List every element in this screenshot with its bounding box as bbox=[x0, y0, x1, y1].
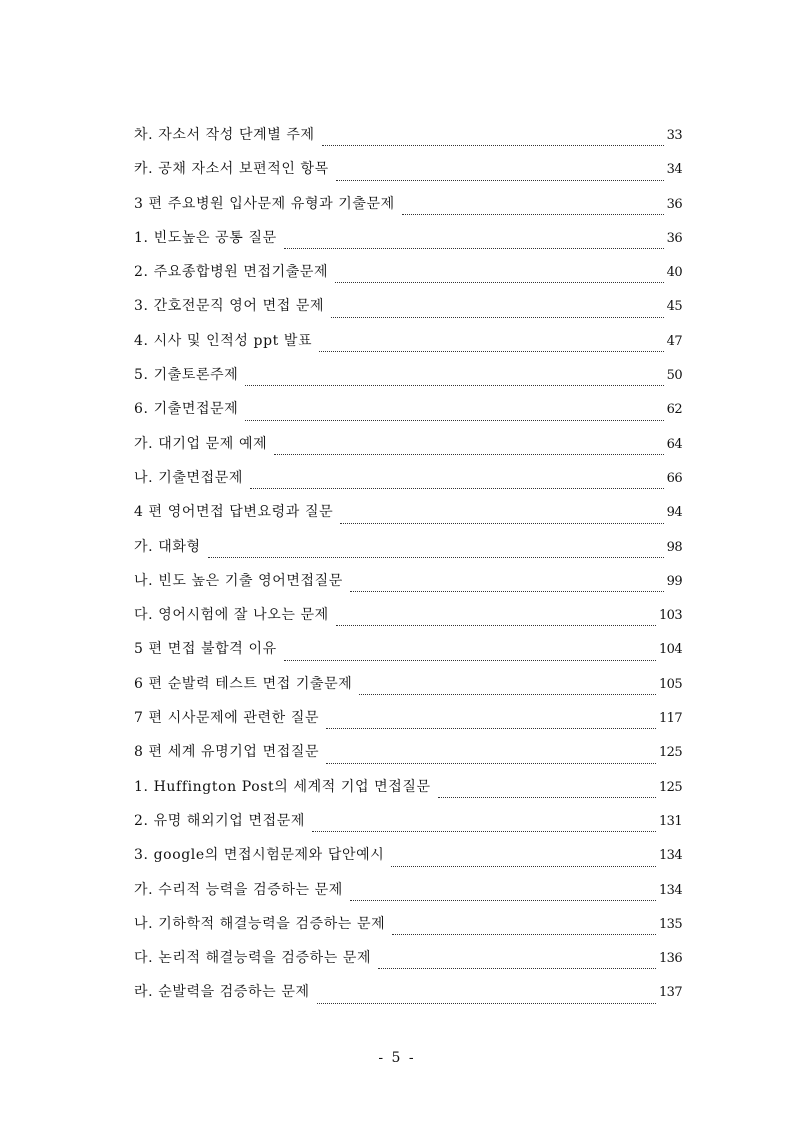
toc-entry bbox=[134, 295, 682, 329]
toc-entry bbox=[134, 638, 682, 672]
toc-entry-page: 104 bbox=[658, 642, 682, 658]
toc-entry-title: 나. 기출면접문제 bbox=[134, 469, 243, 486]
dot-leader bbox=[350, 591, 664, 592]
toc-entry bbox=[134, 879, 682, 913]
toc-entry-page: 99 bbox=[666, 573, 682, 589]
dot-leader bbox=[312, 831, 656, 832]
dot-leader bbox=[322, 145, 664, 146]
toc-entry-title: 5 편 면접 불합격 이유 bbox=[134, 641, 277, 658]
toc-entry-page: 36 bbox=[666, 230, 682, 246]
toc-entry-page: 50 bbox=[666, 368, 682, 384]
toc-entry bbox=[134, 467, 682, 501]
toc-entry-page: 94 bbox=[666, 505, 682, 521]
dot-leader bbox=[326, 763, 656, 764]
table-of-contents bbox=[134, 124, 682, 1016]
toc-entry-title: 다. 영어시험에 잘 나오는 문제 bbox=[134, 607, 329, 624]
toc-entry-page: 98 bbox=[666, 539, 682, 555]
toc-entry-page: 117 bbox=[658, 711, 682, 727]
toc-entry bbox=[134, 673, 682, 707]
toc-entry-title: 6. 기출면접문제 bbox=[134, 401, 239, 418]
toc-entry bbox=[134, 810, 682, 844]
toc-entry bbox=[134, 330, 682, 364]
toc-entry-title: 6 편 순발력 테스트 면접 기출문제 bbox=[134, 675, 353, 692]
toc-entry bbox=[134, 947, 682, 981]
toc-entry-page: 131 bbox=[658, 813, 682, 829]
dot-leader bbox=[326, 728, 656, 729]
toc-entry-title: 8 편 세계 유명기업 면접질문 bbox=[134, 744, 320, 761]
dot-leader bbox=[208, 557, 664, 558]
dot-leader bbox=[245, 420, 663, 421]
toc-entry-title: 4 편 영어면접 답변요령과 질문 bbox=[134, 504, 334, 521]
toc-entry bbox=[134, 776, 682, 810]
dot-leader bbox=[359, 694, 656, 695]
toc-entry-title: 5. 기출토론주제 bbox=[134, 367, 239, 384]
dot-leader bbox=[391, 866, 656, 867]
toc-entry-page: 135 bbox=[658, 916, 682, 932]
toc-entry-title: 라. 순발력을 검증하는 문제 bbox=[134, 984, 310, 1001]
toc-entry bbox=[134, 261, 682, 295]
toc-entry-page: 33 bbox=[666, 128, 682, 143]
toc-entry-title: 나. 빈도 높은 기출 영어면접질문 bbox=[134, 572, 343, 589]
toc-entry-title: 1. 빈도높은 공통 질문 bbox=[134, 229, 277, 246]
toc-entry-title: 2. 주요종합병원 면접기출문제 bbox=[134, 264, 329, 281]
toc-entry bbox=[134, 124, 682, 158]
toc-entry-page: 105 bbox=[658, 676, 682, 692]
toc-entry-title: 7 편 시사문제에 관련한 질문 bbox=[134, 710, 320, 727]
toc-entry-page: 62 bbox=[666, 402, 682, 418]
dot-leader bbox=[319, 351, 664, 352]
dot-leader bbox=[350, 900, 656, 901]
toc-entry-title: 1. Huffington Post의 세계적 기업 면접질문 bbox=[134, 778, 431, 795]
toc-entry-title: 3. google의 면접시험문제와 답안예시 bbox=[134, 847, 385, 864]
toc-entry bbox=[134, 193, 682, 227]
dot-leader bbox=[335, 282, 664, 283]
toc-entry bbox=[134, 913, 682, 947]
toc-entry bbox=[134, 707, 682, 741]
dot-leader bbox=[274, 454, 663, 455]
toc-entry-page: 47 bbox=[666, 333, 682, 349]
toc-entry-page: 134 bbox=[658, 882, 682, 898]
toc-entry-title: 3 편 주요병원 입사문제 유형과 기출문제 bbox=[134, 195, 395, 212]
toc-entry-title: 가. 대기업 문제 예제 bbox=[134, 435, 268, 452]
page-number: - 5 - bbox=[378, 1050, 416, 1066]
toc-entry bbox=[134, 398, 682, 432]
toc-entry-page: 36 bbox=[666, 196, 682, 212]
toc-entry-page: 34 bbox=[666, 162, 682, 178]
toc-entry-page: 40 bbox=[666, 265, 682, 281]
toc-entry-page: 45 bbox=[666, 299, 682, 315]
dot-leader bbox=[392, 934, 656, 935]
toc-entry bbox=[134, 844, 682, 878]
toc-entry-page: 134 bbox=[658, 848, 682, 864]
toc-entry bbox=[134, 433, 682, 467]
toc-entry-page: 136 bbox=[658, 951, 682, 967]
toc-entry bbox=[134, 158, 682, 192]
toc-entry bbox=[134, 501, 682, 535]
toc-entry bbox=[134, 604, 682, 638]
toc-entry bbox=[134, 536, 682, 570]
dot-leader bbox=[336, 625, 656, 626]
toc-entry bbox=[134, 570, 682, 604]
toc-entry-title: 2. 유명 해외기업 면접문제 bbox=[134, 812, 305, 829]
toc-entry-title: 차. 자소서 작성 단계별 주제 bbox=[134, 127, 315, 143]
dot-leader bbox=[438, 797, 656, 798]
toc-entry-page: 125 bbox=[658, 745, 682, 761]
dot-leader bbox=[245, 385, 663, 386]
dot-leader bbox=[402, 214, 664, 215]
dot-leader bbox=[340, 523, 663, 524]
toc-entry-page: 125 bbox=[658, 779, 682, 795]
dot-leader bbox=[250, 488, 664, 489]
toc-entry-title: 4. 시사 및 인적성 ppt 발표 bbox=[134, 332, 313, 349]
dot-leader bbox=[284, 660, 656, 661]
toc-entry-title: 카. 공채 자소서 보편적인 항목 bbox=[134, 161, 329, 178]
toc-entry bbox=[134, 981, 682, 1015]
dot-leader bbox=[317, 1003, 656, 1004]
dot-leader bbox=[331, 317, 664, 318]
toc-entry bbox=[134, 227, 682, 261]
toc-entry-page: 137 bbox=[658, 985, 682, 1001]
toc-entry-page: 103 bbox=[658, 608, 682, 624]
toc-entry bbox=[134, 741, 682, 775]
toc-entry-title: 다. 논리적 해결능력을 검증하는 문제 bbox=[134, 950, 372, 967]
toc-entry-title: 가. 수리적 능력을 검증하는 문제 bbox=[134, 881, 343, 898]
dot-leader bbox=[336, 180, 664, 181]
toc-entry-page: 64 bbox=[666, 436, 682, 452]
toc-entry bbox=[134, 364, 682, 398]
toc-entry-title: 3. 간호전문직 영어 면접 문제 bbox=[134, 298, 325, 315]
dot-leader bbox=[284, 248, 664, 249]
toc-entry-title: 가. 대화형 bbox=[134, 538, 201, 555]
toc-entry-page: 66 bbox=[666, 470, 682, 486]
dot-leader bbox=[378, 968, 656, 969]
toc-entry-title: 나. 기하학적 해결능력을 검증하는 문제 bbox=[134, 915, 386, 932]
